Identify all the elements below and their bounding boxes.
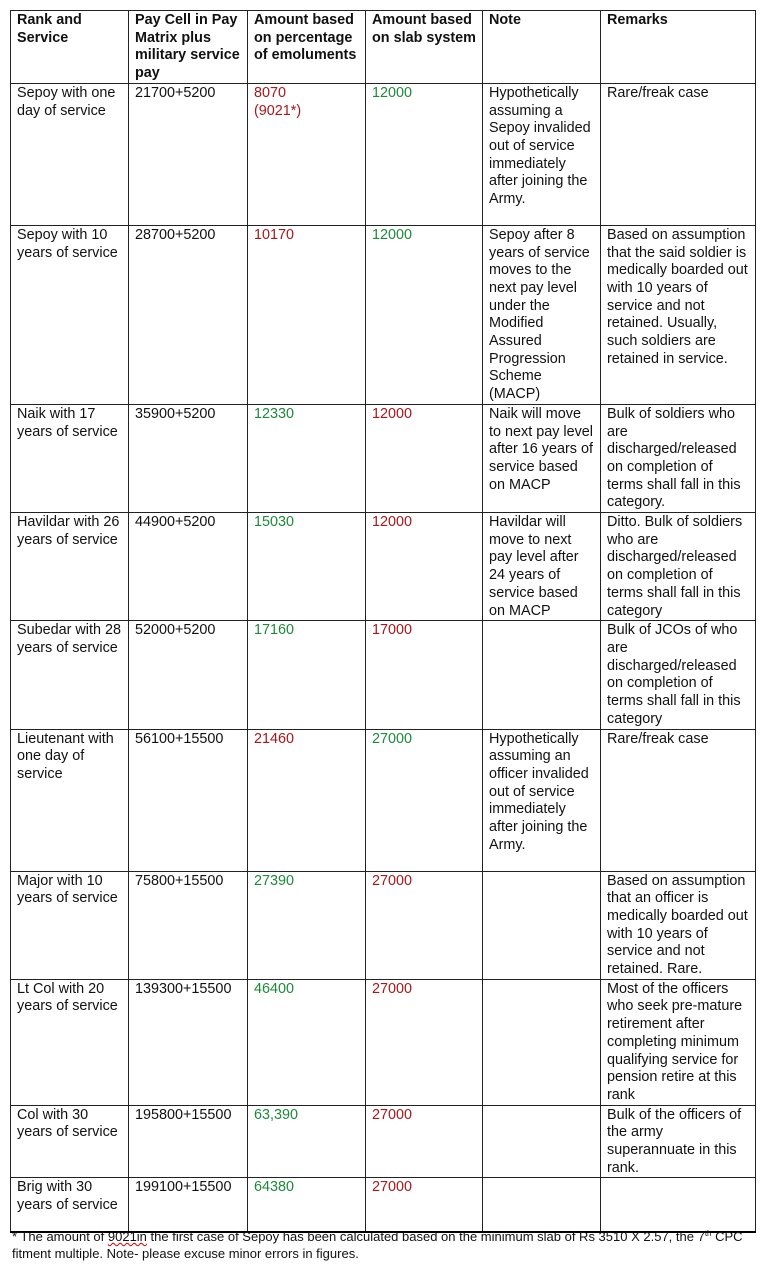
table-row — [11, 729, 756, 871]
table-row — [11, 1105, 756, 1178]
footnote-text-end: CPC fitment multiple. Note- please excuse minor errors in figures. — [12, 1229, 743, 1261]
rank-cell: Brig with 30 years of service — [11, 1178, 129, 1232]
slab-amount-cell: 27000 — [366, 729, 483, 871]
percentage-amount-cell: 63,390 — [248, 1105, 366, 1178]
paycell-cell: 35900+5200 — [129, 404, 248, 512]
percentage-amount-cell: 10170 — [248, 225, 366, 404]
rank-cell: Subedar with 28 years of service — [11, 621, 129, 729]
note-cell: Sepoy after 8 years of service moves to the next pay level under the Modified Assured Progression Scheme (MACP) — [483, 225, 601, 404]
rank-cell: Major with 10 years of service — [11, 871, 129, 979]
slab-amount-cell: 27000 — [366, 979, 483, 1105]
pension-table — [10, 10, 756, 1233]
slab-amount-cell: 12000 — [366, 404, 483, 512]
remarks-cell: Bulk of the officers of the army superannuate in this rank. — [601, 1105, 756, 1178]
note-cell — [483, 1178, 601, 1232]
note-cell: Havildar will move to next pay level after 24 years of service based on MACP — [483, 513, 601, 621]
paycell-cell: 199100+15500 — [129, 1178, 248, 1232]
remarks-cell: Based on assumption that an officer is medically boarded out with 10 years of service and not retained. Rare. — [601, 871, 756, 979]
percentage-amount-cell: 27390 — [248, 871, 366, 979]
rank-cell: Lt Col with 20 years of service — [11, 979, 129, 1105]
rank-cell: Naik with 17 years of service — [11, 404, 129, 512]
note-cell: Hypothetically assuming a Sepoy invalided out of service immediately after joining the Army. — [483, 83, 601, 225]
header-rank: Rank and Service — [11, 11, 129, 84]
percentage-amount-cell: 15030 — [248, 513, 366, 621]
slab-amount-cell: 27000 — [366, 1105, 483, 1178]
slab-amount-cell: 27000 — [366, 1178, 483, 1232]
footnote-text-start: * The amount of — [12, 1229, 108, 1244]
slab-amount-cell: 12000 — [366, 225, 483, 404]
rank-cell: Sepoy with 10 years of service — [11, 225, 129, 404]
remarks-cell: Based on assumption that the said soldier is medically boarded out with 10 years of service and not retained. Usually, such soldiers are retained in service. — [601, 225, 756, 404]
percentage-amount-cell: 21460 — [248, 729, 366, 871]
remarks-cell: Most of the officers who seek pre-mature retirement after completing minimum qualifying service for pension retire at this rank — [601, 979, 756, 1105]
table-row — [11, 225, 756, 404]
percentage-amount-cell: 64380 — [248, 1178, 366, 1232]
rank-cell: Havildar with 26 years of service — [11, 513, 129, 621]
header-note: Note — [483, 11, 601, 84]
remarks-cell: Rare/freak case — [601, 729, 756, 871]
remarks-cell: Rare/freak case — [601, 83, 756, 225]
paycell-cell: 139300+15500 — [129, 979, 248, 1105]
header-slab-amount: Amount based on slab system — [366, 11, 483, 84]
percentage-amount-cell: 12330 — [248, 404, 366, 512]
paycell-cell: 75800+15500 — [129, 871, 248, 979]
note-cell — [483, 1105, 601, 1178]
table-row — [11, 83, 756, 225]
table-row — [11, 1178, 756, 1232]
footnote-text-middle: the first case of Sepoy has been calculated based on the minimum slab of Rs 3510 X 2.57, the 7 — [146, 1229, 705, 1244]
percentage-amount-cell: 46400 — [248, 979, 366, 1105]
rank-cell: Sepoy with one day of service — [11, 83, 129, 225]
slab-amount-cell: 17000 — [366, 621, 483, 729]
slab-amount-cell: 27000 — [366, 871, 483, 979]
paycell-cell: 44900+5200 — [129, 513, 248, 621]
note-cell — [483, 979, 601, 1105]
slab-amount-cell: 12000 — [366, 513, 483, 621]
footnote-superscript: th — [704, 1229, 712, 1238]
percentage-amount-footnote-value: (9021*) — [254, 102, 302, 119]
paycell-cell: 195800+15500 — [129, 1105, 248, 1178]
table-row — [11, 979, 756, 1105]
header-percentage-amount: Amount based on percentage of emoluments — [248, 11, 366, 84]
footnote — [12, 1228, 752, 1262]
paycell-cell: 56100+15500 — [129, 729, 248, 871]
pension-comparison-sheet — [10, 10, 755, 1233]
paycell-cell: 52000+5200 — [129, 621, 248, 729]
paycell-cell: 21700+5200 — [129, 83, 248, 225]
rank-cell: Lieutenant with one day of service — [11, 729, 129, 871]
note-cell — [483, 621, 601, 729]
header-remarks: Remarks — [601, 11, 756, 84]
percentage-amount-cell — [248, 83, 366, 225]
remarks-cell: Bulk of JCOs of who are discharged/released on completion of terms shall fall in this category — [601, 621, 756, 729]
remarks-cell: Ditto. Bulk of soldiers who are discharged/released on completion of terms shall fall in this category — [601, 513, 756, 621]
footnote-flagged-word: 9021in — [107, 1229, 147, 1244]
table-row — [11, 871, 756, 979]
header-paycell: Pay Cell in Pay Matrix plus military service pay — [129, 11, 248, 84]
note-cell: Naik will move to next pay level after 16 years of service based on MACP — [483, 404, 601, 512]
slab-amount-cell: 12000 — [366, 83, 483, 225]
note-cell: Hypothetically assuming an officer invalided out of service immediately after joining the Army. — [483, 729, 601, 871]
remarks-cell — [601, 1178, 756, 1232]
note-cell — [483, 871, 601, 979]
remarks-cell: Bulk of soldiers who are discharged/released on completion of terms shall fall in this category. — [601, 404, 756, 512]
rank-cell: Col with 30 years of service — [11, 1105, 129, 1178]
table-row — [11, 621, 756, 729]
percentage-amount-value: 8070 — [254, 84, 287, 101]
paycell-cell: 28700+5200 — [129, 225, 248, 404]
table-row — [11, 513, 756, 621]
header-row — [11, 11, 756, 84]
table-row — [11, 404, 756, 512]
percentage-amount-cell: 17160 — [248, 621, 366, 729]
